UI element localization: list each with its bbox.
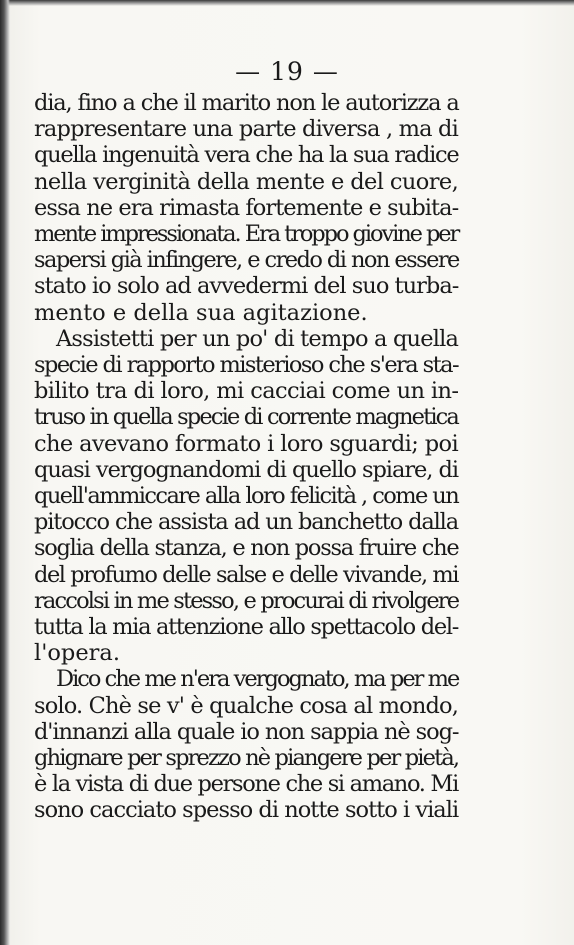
page-number: — 19 — bbox=[235, 57, 339, 86]
body-text bbox=[34, 90, 458, 824]
text-line: pitocco che assista ad un banchetto dalla bbox=[34, 509, 458, 536]
text-line: dia, fino a che il marito non le autorizza a bbox=[34, 90, 459, 116]
text-line: d'innanzi alla quale io non sappia nè sog- bbox=[34, 718, 459, 745]
text-line: essa ne era rimasta fortemente e subita- bbox=[34, 194, 459, 221]
text-line: sono cacciato spesso di notte sotto i viali bbox=[34, 797, 459, 824]
text-line: raccolsi in me stesso, e procurai di rivolgere bbox=[34, 587, 459, 614]
text-line: quell'ammiccare alla loro felicità , come un bbox=[34, 483, 459, 510]
text-line: truso in quella specie di corrente magnetica bbox=[34, 404, 459, 431]
text-line: tutta la mia attenzione allo spettacolo del- bbox=[34, 614, 458, 641]
text-line: ghignare per sprezzo nè piangere per pietà, bbox=[34, 745, 459, 772]
text-line: l'opera. bbox=[34, 640, 120, 667]
text-line: è la vista di due persone che si amano. Mi bbox=[34, 771, 458, 798]
text-line: mente impressionata. Era troppo giovine per bbox=[34, 221, 459, 248]
text-line: solo. Chè se v' è qualche cosa al mondo, bbox=[34, 692, 459, 719]
page-binding-shadow bbox=[0, 0, 10, 945]
text-line: specie di rapporto misterioso che s'era sta- bbox=[34, 352, 459, 379]
text-line: quasi vergognandomi di quello spiare, di bbox=[34, 456, 458, 483]
page-top-shadow bbox=[0, 0, 574, 6]
text-line: rappresentare una parte diversa , ma di bbox=[34, 116, 459, 143]
text-line: mento e della sua agitazione. bbox=[34, 299, 368, 326]
text-line: sapersi già infingere, e credo di non essere bbox=[34, 247, 459, 274]
text-line: bilito tra di loro, mi cacciai come un in- bbox=[34, 378, 459, 405]
text-line: nella verginità della mente e del cuore, bbox=[34, 168, 459, 195]
text-line: quella ingenuità vera che ha la sua radice bbox=[34, 142, 459, 169]
text-line: soglia della stanza, e non possa fruire che bbox=[34, 535, 459, 562]
text-line: che avevano formato i loro sguardi; poi bbox=[34, 430, 459, 457]
text-line: del profumo delle salse e delle vivande, mi bbox=[34, 561, 458, 588]
text-line: stato io solo ad avvedermi del suo turba- bbox=[34, 273, 459, 300]
text-line: Assistetti per un po' di tempo a quella bbox=[56, 325, 459, 352]
text-line: Dico che me n'era vergognato, ma per me bbox=[56, 666, 459, 693]
